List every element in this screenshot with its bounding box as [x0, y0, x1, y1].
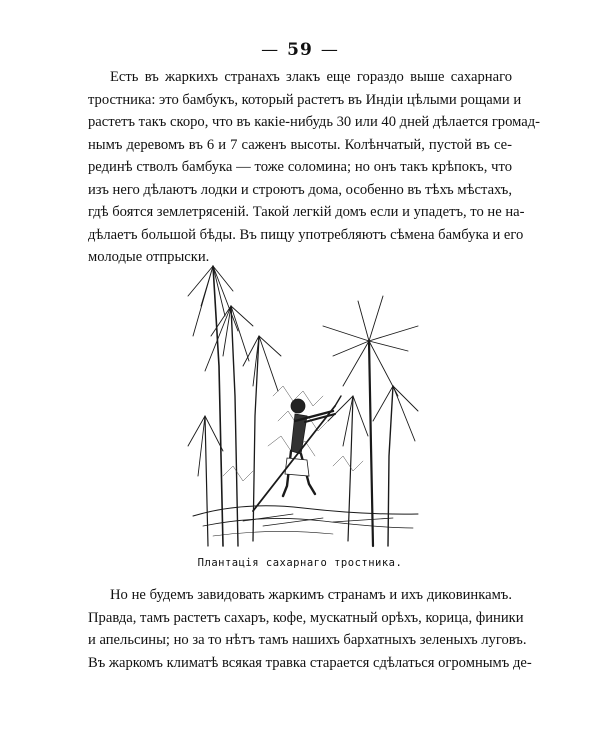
text-line: Въ жаркомъ климатѣ всякая травка старается сдѣлаться огромнымъ де- — [88, 654, 532, 671]
text-line: Правда, тамъ растетъ сахаръ, кофе, мускатный орѣхъ, корица, финики — [88, 609, 524, 626]
text-line: молодые отпрыски. — [88, 249, 210, 265]
page-number-dash-right: — — [320, 40, 339, 60]
text-line: и апельсины; но за то нѣтъ тамъ нашихъ бархатныхъ зеленыхъ луговъ. — [88, 632, 527, 648]
text-line: изъ него дѣлаютъ лодки и строютъ дома, особенно въ тѣхъ мѣстахъ, — [88, 181, 512, 198]
text-line: Но не будемъ завидовать жаркимъ странамъ и ихъ диковинкамъ. — [110, 587, 512, 603]
engraving-illustration — [183, 246, 423, 551]
page-number-header — [0, 40, 600, 60]
text-line: тростника: это бамбукъ, который растетъ въ Индіи цѣлыми рощами и — [88, 91, 522, 108]
page-number-dash-left: — — [261, 40, 280, 60]
paragraph-bamboo — [88, 66, 541, 269]
paragraph-hot-countries — [88, 584, 532, 674]
text-line: дѣлаетъ большой бѣды. Въ пищу употребляютъ сѣмена бамбука и его — [88, 226, 524, 243]
figure-caption: Плантація сахарнаго тростника. — [197, 557, 403, 569]
text-line: гдѣ боятся землетрясеній. Такой легкій домъ если и упадетъ, то не на- — [88, 204, 525, 220]
page-number: 59 — [287, 40, 313, 60]
text-line: Есть въ жаркихъ странахъ злакъ еще гораздо выше сахарнаго — [110, 69, 512, 85]
text-line: растетъ такъ скоро, что въ какіе-нибудь 30 или 40 дней дѣлается громад- — [88, 114, 541, 130]
sugar-cane-plantation-engraving — [183, 246, 423, 551]
text-line: нымъ деревомъ въ 6 и 7 саженъ высоты. Колѣнчатый, пустой въ се- — [88, 136, 512, 153]
text-line: рединѣ стволъ бамбука — тоже соломина; но онъ такъ крѣпокъ, что — [88, 159, 512, 175]
